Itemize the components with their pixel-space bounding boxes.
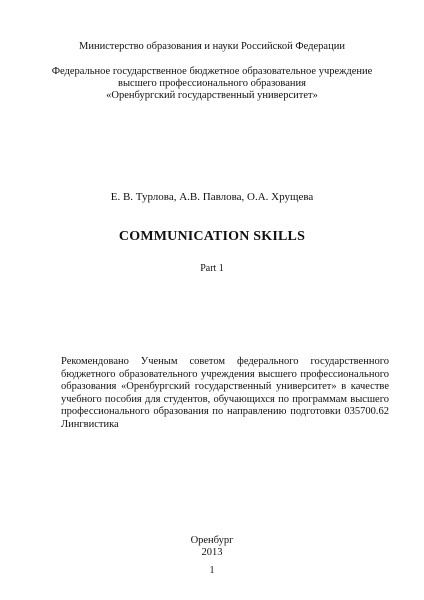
publication-year: 2013 xyxy=(201,547,223,558)
publication-city: Оренбург xyxy=(190,535,234,546)
part-label: Part 1 xyxy=(200,263,224,274)
institution-line-2: высшего профессионального образования xyxy=(118,78,306,89)
authors: Е. В. Турлова, А.В. Павлова, О.А. Хрущева xyxy=(110,191,314,203)
institution-line-3: «Оренбургский государственный университет» xyxy=(106,90,318,101)
recommendation-paragraph: Рекомендовано Ученым советом федерального государственного бюджетного образовательного учреждения высшего профессионального образования «Оренбургский государственный университет» в качестве учебного пособия для студентов, обучающихся по программам высшего профессионального образования по направлению подготовки 035700.62 Лингвистика xyxy=(61,356,389,430)
page-number: 1 xyxy=(209,565,215,576)
institution-line-1: Федеральное государственное бюджетное образовательное учреждение xyxy=(51,66,373,77)
ministry-heading: Министерство образования и науки Российской Федерации xyxy=(79,41,345,52)
document-title: COMMUNICATION SKILLS xyxy=(118,229,306,244)
